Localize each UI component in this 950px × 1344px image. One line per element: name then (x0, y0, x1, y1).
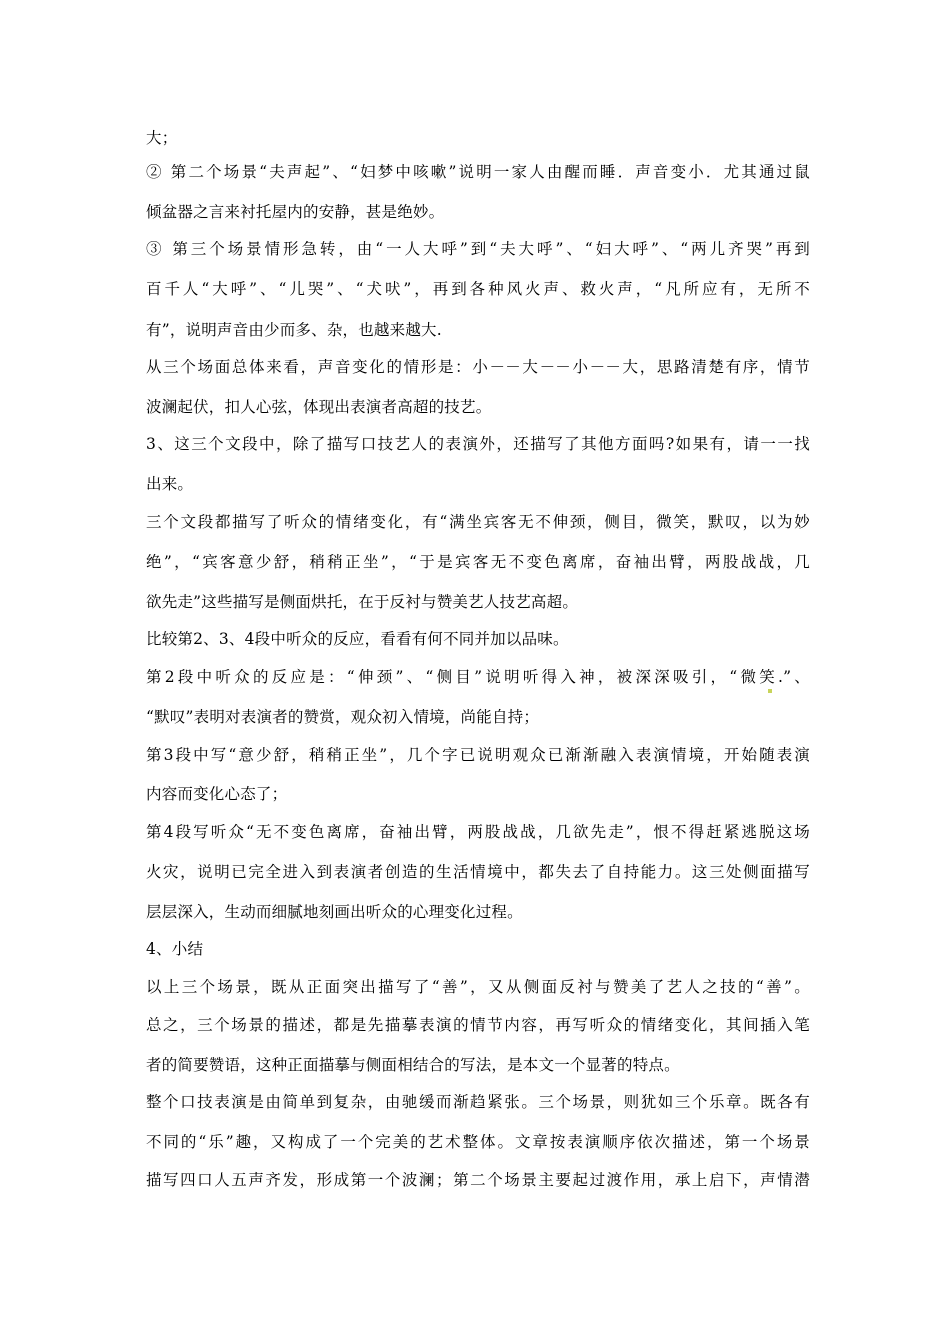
text-line: ③ 第三个场景情形急转，由“一人大呼”到“夫大呼”、“妇大呼”、“两儿齐哭”再到 (146, 240, 810, 258)
text-line: 内容而变化心态了； (146, 785, 288, 803)
text-line: 总之，三个场景的描述，都是先描摹表演的情节内容，再写听众的情绪变化，其间插入笔 (146, 1016, 810, 1034)
section-heading: 4、小结 (146, 940, 204, 958)
text-line: 绝”，“宾客意少舒，稍稍正坐”，“于是宾客无不变色离席，奋袖出臂，两股战战，几 (146, 553, 810, 571)
text-line: 比较第2、3、4段中听众的反应，看看有何不同并加以品味。 (146, 630, 569, 648)
text-line: 第2段中听众的反应是：“伸颈”、“侧目”说明听得入神，被深深吸引，“微笑.”、 (146, 668, 810, 686)
text-line: 第4段写听众“无不变色离席，奋袖出臂，两股战战，几欲先走”，恨不得赶紧逃脱这场 (146, 823, 810, 841)
text-line: 波澜起伏，扣人心弦，体现出表演者高超的技艺。 (146, 398, 492, 416)
text-line: 3、这三个文段中，除了描写口技艺人的表演外，还描写了其他方面吗?如果有，请一一找 (146, 435, 810, 453)
text-line: 以上三个场景，既从正面突出描写了“善”，又从侧面反衬与赞美了艺人之技的“善”。 (146, 978, 810, 996)
text-line: 三个文段都描写了听众的情绪变化，有“满坐宾客无不伸颈，侧目，微笑，默叹，以为妙 (146, 513, 810, 531)
text-line: 整个口技表演是由简单到复杂，由驰缓而渐趋紧张。三个场景，则犹如三个乐章。既各有 (146, 1093, 810, 1111)
text-line: 者的简要赞语，这种正面描摹与侧面相结合的写法，是本文一个显著的特点。 (146, 1056, 680, 1074)
text-line: 百千人“大呼”、“儿哭”、“犬吠”，再到各种风火声、救火声，“凡所应有，无所不 (146, 280, 810, 298)
text-line: 从三个场面总体来看，声音变化的情形是：小－－大－－小－－大，思路清楚有序，情节 (146, 358, 810, 376)
highlight-mark (768, 689, 772, 693)
text-line: 欲先走”这些描写是侧面烘托，在于反衬与赞美艺人技艺高超。 (146, 593, 579, 611)
text-line: 火灾，说明已完全进入到表演者创造的生活情境中，都失去了自持能力。这三处侧面描写 (146, 863, 810, 881)
text-line: 大； (146, 129, 178, 147)
text-line: ② 第二个场景“夫声起”、“妇梦中咳嗽”说明一家人由醒而睡．声音变小．尤其通过鼠 (146, 163, 810, 181)
text-line: 不同的“乐”趣，又构成了一个完美的艺术整体。文章按表演顺序依次描述，第一个场景 (146, 1133, 810, 1151)
text-line: 描写四口人五声齐发，形成第一个波澜；第二个场景主要起过渡作用，承上启下，声情潜 (146, 1171, 810, 1189)
text-line: 第3段中写“意少舒，稍稍正坐”，几个字已说明观众已渐渐融入表演情境，开始随表演 (146, 746, 810, 764)
text-line: 层层深入，生动而细腻地刻画出听众的心理变化过程。 (146, 903, 523, 921)
text-line: 倾盆器之言来衬托屋内的安静，甚是绝妙。 (146, 203, 445, 221)
text-line: 出来。 (146, 475, 194, 493)
text-line: 有”，说明声音由少而多、杂，也越来越大. (146, 321, 442, 339)
text-line: “默叹”表明对表演者的赞赏，观众初入情境，尚能自持； (146, 708, 540, 726)
